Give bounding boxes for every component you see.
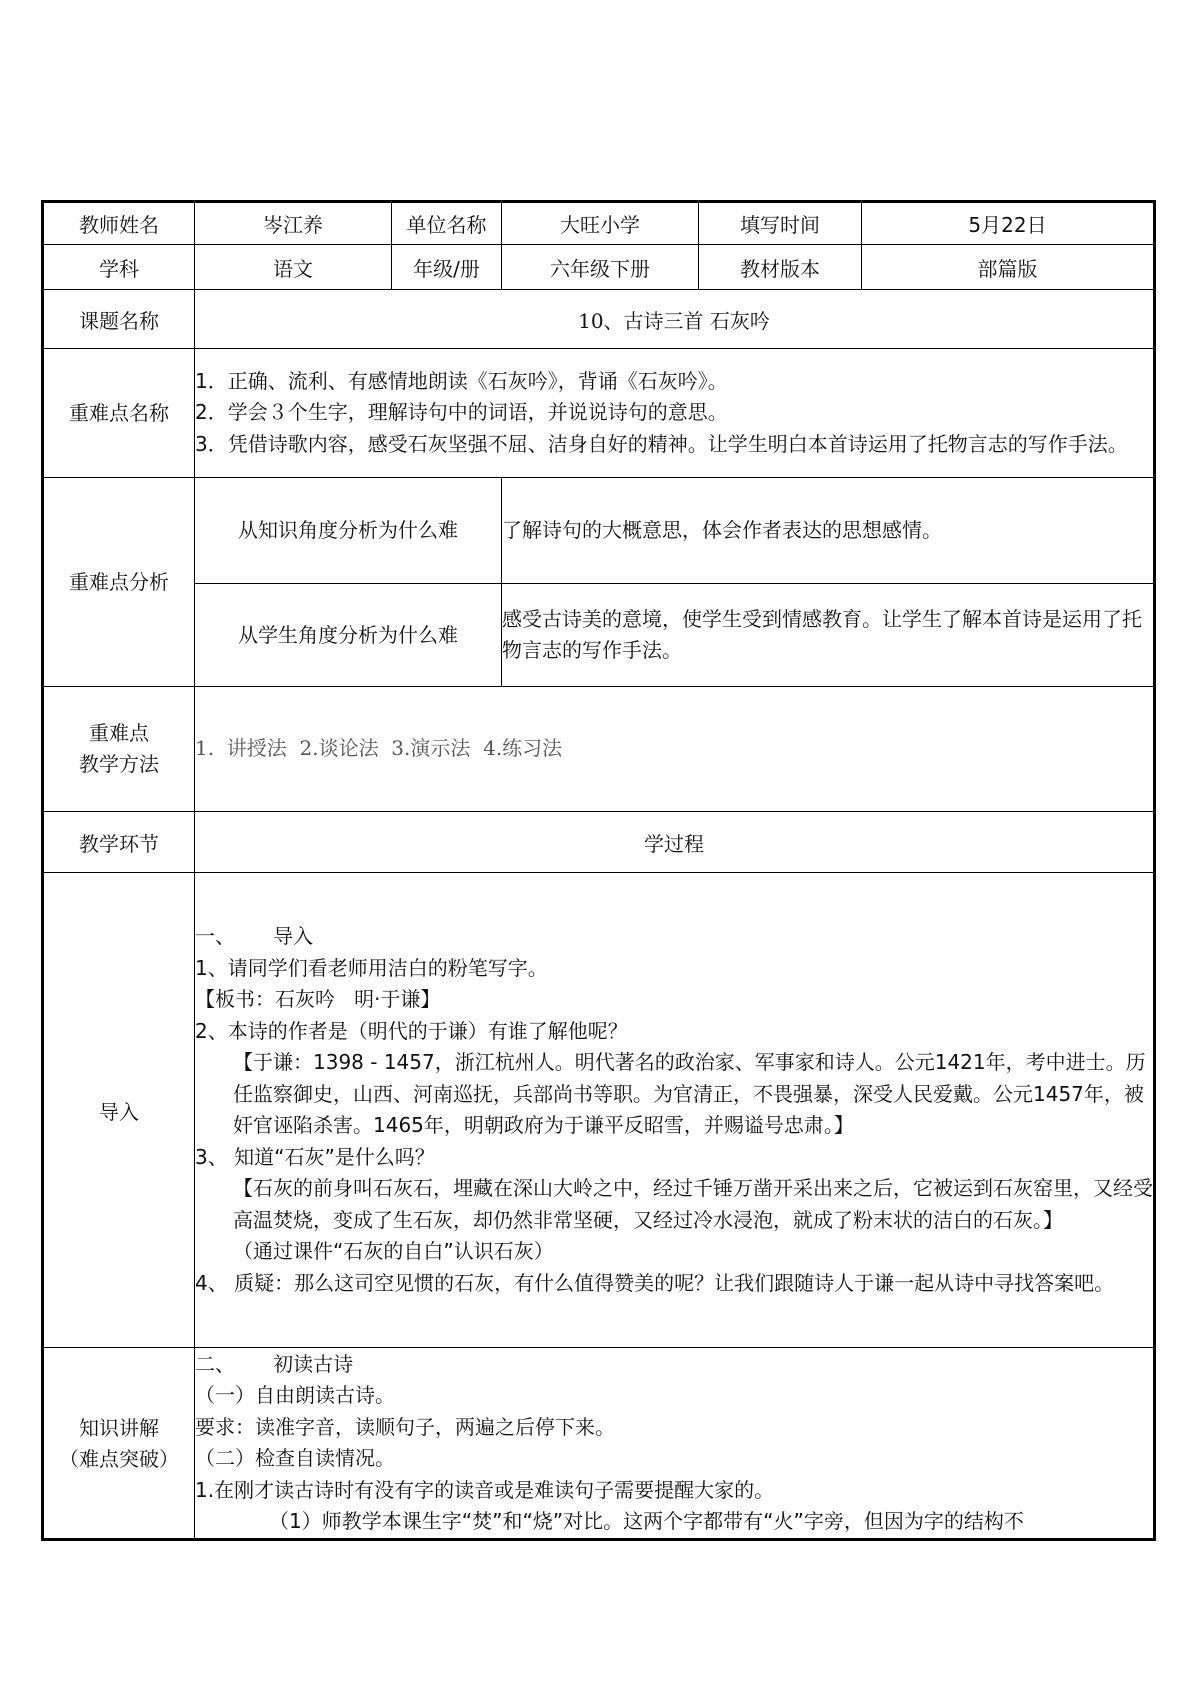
lesson-plan-table	[41, 200, 1156, 1541]
analysis-row-student	[43, 584, 1155, 687]
methods-label	[43, 687, 195, 812]
intro-line: 【板书：石灰吟 明·于谦】	[195, 987, 441, 1011]
methods-label-line: 教学方法	[79, 752, 159, 776]
process-value: 学过程	[195, 812, 1155, 873]
knowledge-label	[43, 1348, 195, 1540]
intro-line: 一、 导入	[195, 924, 314, 948]
key-points-content	[195, 349, 1155, 478]
intro-row	[43, 873, 1155, 1348]
key-points-row	[43, 349, 1155, 478]
intro-line: 1、请同学们看老师用洁白的粉笔写字。	[195, 955, 548, 980]
knowledge-content	[195, 1348, 1155, 1540]
date-label: 填写时间	[699, 202, 862, 245]
subject-label: 学科	[43, 245, 195, 290]
unit-label: 单位名称	[392, 202, 502, 245]
topic-value: 10、古诗三首 石灰吟	[195, 290, 1155, 349]
intro-label: 导入	[43, 873, 195, 1348]
methods-text: 1. 讲授法 2.谈论法 3.演示法 4.练习法	[195, 736, 563, 761]
intro-line: 【于谦：1398 - 1457，浙江杭州人。明代著名的政治家、军事家和诗人。公元1421年，考中进士。历任监察御史，山西、河南巡抚，兵部尚书等职。为官清正，不畏强暴，深受人民爱戴。公元1457年，被奸官诬陷杀害。1465年，明朝政府为于谦平反昭雪，并赐谥号忠肃。】	[233, 1050, 1146, 1137]
grade-label: 年级/册	[392, 245, 502, 290]
knowledge-line: （1）师教学本课生字“焚”和“烧”对比。这两个字都带有“火”字旁，但因为字的结构不	[269, 1509, 1024, 1533]
methods-row	[43, 687, 1155, 812]
process-label: 教学环节	[43, 812, 195, 873]
edition-value: 部篇版	[862, 245, 1155, 290]
knowledge-line: （一）自由朗读古诗。	[195, 1383, 395, 1407]
student-angle-text: 感受古诗美的意境，使学生受到情感教育。让学生了解本首诗是运用了托物言志的写作手法。	[502, 606, 1142, 662]
knowledge-line: 要求：读准字音，读顺句子，两遍之后停下来。	[195, 1414, 615, 1439]
key-point-line: 3．凭借诗歌内容，感受石灰坚强不屈、洁身自好的精神。让学生明白本首诗运用了托物言志的写作手法。	[195, 431, 1128, 456]
teacher-label: 教师姓名	[43, 202, 195, 245]
knowledge-angle-text: 了解诗句的大概意思，体会作者表达的思想感情。	[502, 517, 942, 542]
student-angle-value	[502, 584, 1155, 687]
edition-label: 教材版本	[699, 245, 862, 290]
knowledge-angle-value	[502, 478, 1155, 584]
knowledge-line: 1.在刚才读古诗时有没有字的读音或是难读句子需要提醒大家的。	[195, 1477, 775, 1502]
knowledge-line: （二）检查自读情况。	[195, 1446, 395, 1470]
methods-value	[195, 687, 1155, 812]
date-value: 5月22日	[862, 202, 1155, 245]
subject-value: 语文	[195, 245, 392, 290]
intro-line: 3、 知道“石灰”是什么吗？	[195, 1144, 435, 1169]
topic-label: 课题名称	[43, 290, 195, 349]
teacher-value: 岑江养	[195, 202, 392, 245]
process-row	[43, 812, 1155, 873]
intro-line: 2、本诗的作者是（明代的于谦）有谁了解他呢？	[195, 1018, 628, 1043]
knowledge-label-line: 知识讲解	[79, 1416, 159, 1440]
analysis-label: 重难点分析	[43, 478, 195, 687]
key-point-line: 1．正确、流利、有感情地朗读《石灰吟》，背诵《石灰吟》。	[195, 368, 728, 393]
topic-row	[43, 290, 1155, 349]
unit-value: 大旺小学	[502, 202, 699, 245]
intro-line: （通过课件“石灰的自白”认识石灰）	[233, 1239, 554, 1263]
intro-content	[195, 873, 1155, 1348]
intro-line: 4、 质疑：那么这司空见惯的石灰，有什么值得赞美的呢？让我们跟随诗人于谦一起从诗中寻找答案吧。	[195, 1270, 1115, 1295]
header-row-2	[43, 245, 1155, 290]
key-point-line: 2．学会３个生字，理解诗句中的词语，并说说诗句的意思。	[195, 400, 728, 425]
header-row-1	[43, 202, 1155, 245]
grade-value: 六年级下册	[502, 245, 699, 290]
intro-line: 【石灰的前身叫石灰石，埋藏在深山大岭之中，经过千锤万凿开采出来之后，它被运到石灰窑里，又经受高温焚烧，变成了生石灰，却仍然非常坚硬，又经过冷水浸泡，就成了粉末状的洁白的石灰。】	[233, 1176, 1153, 1232]
key-points-label: 重难点名称	[43, 349, 195, 478]
methods-label-line: 重难点	[89, 721, 149, 745]
analysis-row-knowledge	[43, 478, 1155, 584]
student-angle-label: 从学生角度分析为什么难	[195, 584, 502, 687]
knowledge-line: 二、 初读古诗	[195, 1351, 354, 1376]
knowledge-label-line: （难点突破）	[59, 1447, 179, 1471]
knowledge-angle-label: 从知识角度分析为什么难	[195, 478, 502, 584]
knowledge-row	[43, 1348, 1155, 1540]
